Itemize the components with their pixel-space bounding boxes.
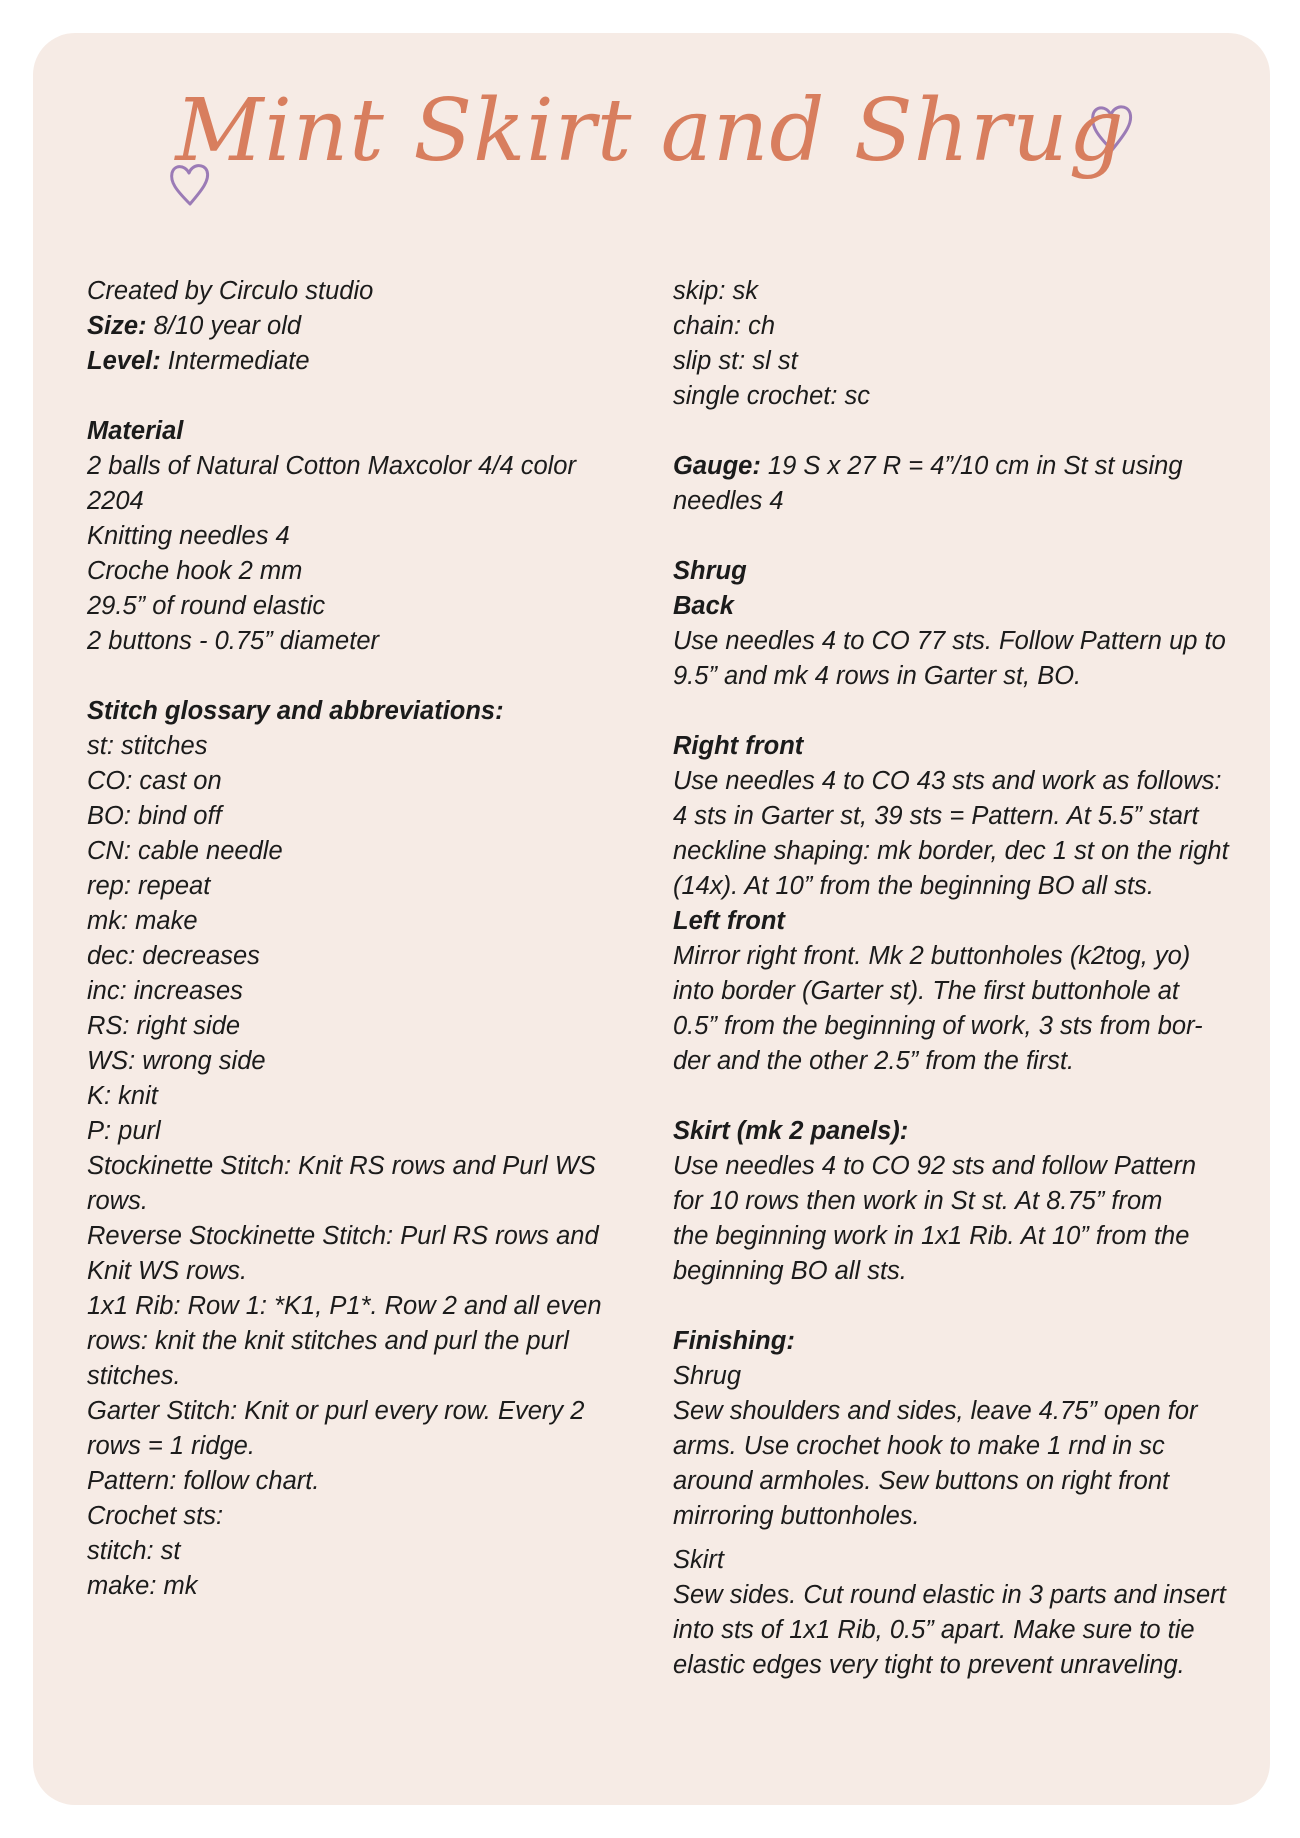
right-front-heading-text: Right front (673, 732, 804, 760)
shrug-heading (673, 554, 1233, 589)
finishing-heading (673, 1324, 1233, 1359)
glossary-item: inc: increases (87, 977, 243, 1005)
glossary-item: BO: bind off (87, 802, 222, 830)
crochet-abbr-item: single crochet: sc (673, 382, 871, 410)
finishing-skirt-line: Sew sides. Cut round elastic in 3 parts and insert (673, 1581, 1226, 1609)
material-item: Knitting needles 4 (87, 522, 290, 550)
right-front-line: neckline shaping: mk border, dec 1 st on the right (673, 837, 1229, 865)
size-label: Size: (87, 312, 147, 340)
glossary-item: Garter Stitch: Knit or purl every row. Every 2 (87, 1397, 585, 1425)
gauge-line (673, 449, 1233, 484)
glossary-item: P: purl (87, 1117, 161, 1145)
crochet-abbr-item: slip st: sl st (673, 347, 798, 375)
size-line (87, 309, 627, 344)
glossary-item: Knit WS rows. (87, 1257, 248, 1285)
skirt-line: the beginning work in 1x1 Rib. At 10” from the (673, 1222, 1190, 1250)
skirt-line: for 10 rows then work in St st. At 8.75” from (673, 1187, 1163, 1215)
left-column (87, 274, 627, 1604)
glossary-item: rows = 1 ridge. (87, 1432, 255, 1460)
finishing-skirt-line: elastic edges very tight to prevent unraveling. (673, 1651, 1185, 1679)
right-front-heading (673, 729, 1233, 764)
glossary-item: mk: make (87, 907, 198, 935)
left-front-line: 0.5” from the beginning of work, 3 sts from bor- (673, 1012, 1203, 1040)
glossary-item: rows. (87, 1187, 148, 1215)
gauge-label: Gauge: (673, 452, 761, 480)
finishing-heading-text: Finishing: (673, 1327, 795, 1355)
glossary-item: rep: repeat (87, 872, 211, 900)
material-heading (87, 414, 627, 449)
credit-line: Created by Circulo studio (87, 277, 374, 305)
glossary-item: Stockinette Stitch: Knit RS rows and Purl WS (87, 1152, 596, 1180)
glossary-item: CO: cast on (87, 767, 222, 795)
glossary-heading-text: Stitch glossary and abbreviations: (87, 697, 504, 725)
level-value: Intermediate (160, 347, 310, 375)
material-item: 2204 (87, 487, 144, 515)
left-front-line: der and the other 2.5” from the first. (673, 1047, 1075, 1075)
glossary-item: RS: right side (87, 1012, 241, 1040)
back-heading (673, 589, 1233, 624)
finishing-skirt-label: Skirt (673, 1546, 724, 1574)
material-item: 29.5” of round elastic (87, 592, 326, 620)
right-front-line: (14x). At 10” from the beginning BO all sts. (673, 872, 1154, 900)
size-value: 8/10 year old (146, 312, 302, 340)
finishing-shrug-line: mirroring buttonholes. (673, 1502, 920, 1530)
crochet-abbr-item: skip: sk (673, 277, 759, 305)
right-front-line: Use needles 4 to CO 43 sts and work as follows: (673, 767, 1222, 795)
skirt-heading-text: Skirt (mk 2 panels): (673, 1117, 909, 1145)
glossary-item: st: stitches (87, 732, 208, 760)
skirt-line: Use needles 4 to CO 92 sts and follow Pattern (673, 1152, 1197, 1180)
back-heading-text: Back (673, 592, 734, 620)
gauge-value: 19 S x 27 R = 4”/10 cm in St st using (760, 452, 1183, 480)
page-title: Mint Skirt and Shrug (175, 81, 1125, 181)
glossary-item: CN: cable needle (87, 837, 283, 865)
glossary-item: stitches. (87, 1362, 181, 1390)
left-front-heading (673, 904, 1233, 939)
crochet-abbr-item: chain: ch (673, 312, 776, 340)
glossary-item: K: knit (87, 1082, 158, 1110)
glossary-item: WS: wrong side (87, 1047, 266, 1075)
left-front-line: into border (Garter st). The first buttonhole at (673, 977, 1179, 1005)
finishing-shrug-line: around armholes. Sew buttons on right front (673, 1467, 1170, 1495)
material-item: 2 balls of Natural Cotton Maxcolor 4/4 color (87, 452, 576, 480)
material-heading-text: Material (87, 417, 184, 445)
shrug-heading-text: Shrug (673, 557, 747, 585)
glossary-item: make: mk (87, 1572, 198, 1600)
material-item: Croche hook 2 mm (87, 557, 303, 585)
level-label: Level: (87, 347, 161, 375)
back-line: 9.5” and mk 4 rows in Garter st, BO. (673, 662, 1082, 690)
glossary-item: Pattern: follow chart. (87, 1467, 320, 1495)
level-line (87, 344, 627, 379)
gauge-line-2: needles 4 (673, 487, 784, 515)
finishing-shrug-label: Shrug (673, 1362, 742, 1390)
left-front-heading-text: Left front (673, 907, 785, 935)
finishing-shrug-line: Sew shoulders and sides, leave 4.75” open for (673, 1397, 1198, 1425)
finishing-skirt-line: into sts of 1x1 Rib, 0.5” apart. Make sure to tie (673, 1616, 1195, 1644)
right-column (673, 274, 1233, 1683)
glossary-item: Reverse Stockinette Stitch: Purl RS rows and (87, 1222, 599, 1250)
back-line: Use needles 4 to CO 77 sts. Follow Pattern up to (673, 627, 1226, 655)
glossary-item: stitch: st (87, 1537, 181, 1565)
glossary-heading (87, 694, 627, 729)
glossary-item: Crochet sts: (87, 1502, 224, 1530)
glossary-item: 1x1 Rib: Row 1: *K1, P1*. Row 2 and all even (87, 1292, 602, 1320)
left-front-line: Mirror right front. Mk 2 buttonholes (k2tog, yo) (673, 942, 1191, 970)
skirt-line: beginning BO all sts. (673, 1257, 907, 1285)
material-item: 2 buttons - 0.75” diameter (87, 627, 379, 655)
glossary-item: dec: decreases (87, 942, 260, 970)
skirt-heading (673, 1114, 1233, 1149)
glossary-item: rows: knit the knit stitches and purl the purl (87, 1327, 569, 1355)
right-front-line: 4 sts in Garter st, 39 sts = Pattern. At 5.5” start (673, 802, 1199, 830)
finishing-shrug-line: arms. Use crochet hook to make 1 rnd in sc (673, 1432, 1165, 1460)
